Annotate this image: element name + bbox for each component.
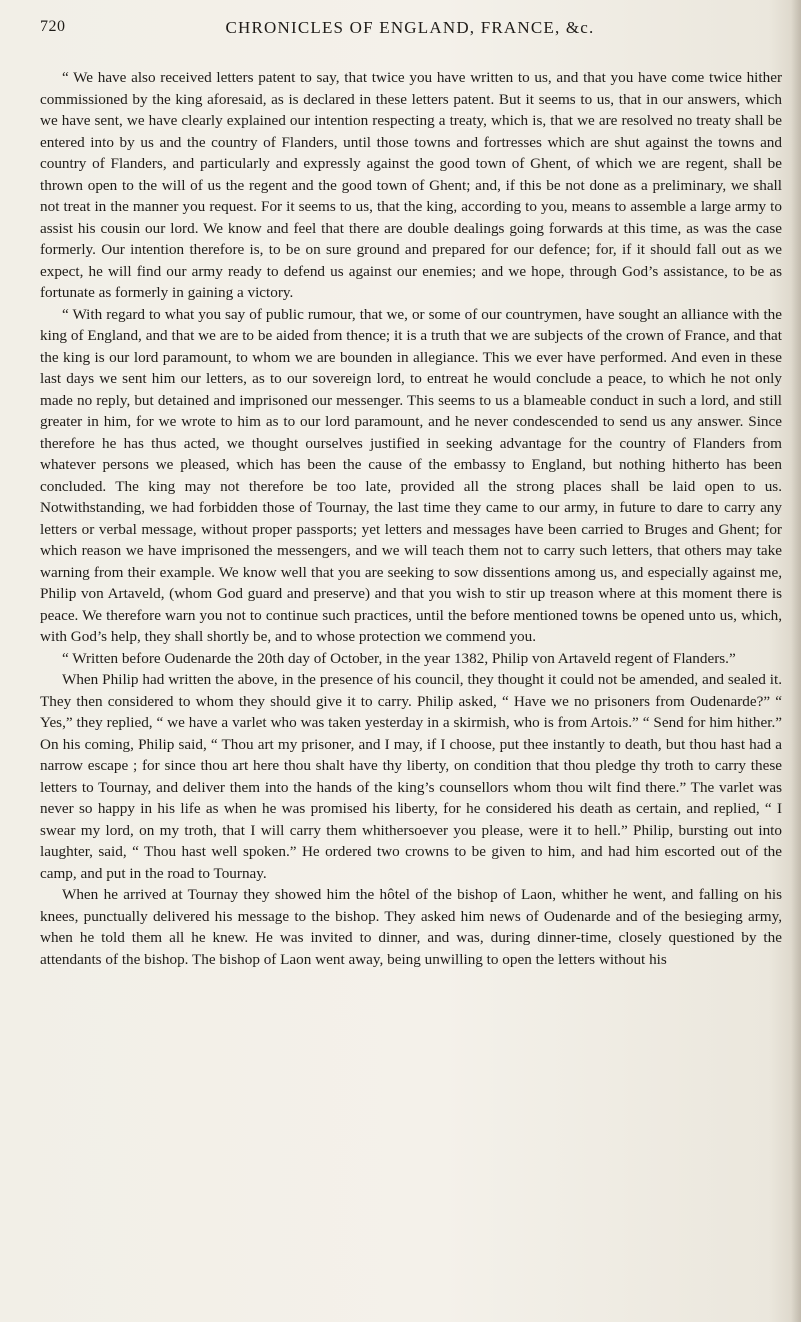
page-header bbox=[40, 18, 780, 44]
page-edge-shadow bbox=[791, 0, 801, 1322]
running-title: CHRONICLES OF ENGLAND, FRANCE, &c. bbox=[225, 18, 595, 37]
paragraph: When Philip had written the above, in the presence of his council, they thought it could not be amended, and sealed it. They then considered to whom they should give it to carry. Philip asked, “ Have we no prisoners from Oudenarde?” “ Yes,” they replied, “ we have a varlet who was taken yesterday in a skirmish, who is from Artois.” “ Send for him hither.” On his coming, Philip said, “ Thou art my prisoner, and I may, if I choose, put thee instantly to death, but thou hast had a narrow escape ; for since thou art here thou shalt have thy liberty, on condition that thou pledge thy troth to carry these letters to Tournay, and deliver them into the hands of the king’s counsellors whom thou wilt find there.” The varlet was never so happy in his life as when he was promised his liberty, for he considered his death as certain, and replied, “ I swear my lord, on my troth, that I will carry them whithersoever you please, were it to hell.” Philip, bursting out into laughter, said, “ Thou hast well spoken.” He ordered two crowns to be given to him, and had him escorted out of the camp, and put in the road to Tournay. bbox=[40, 671, 782, 882]
body-text bbox=[40, 67, 782, 970]
page-number: 720 bbox=[40, 18, 66, 35]
paragraph: “ Written before Oudenarde the 20th day of October, in the year 1382, Philip von Artaveld regent of Flanders.” bbox=[62, 649, 736, 667]
paragraph: “ With regard to what you say of public rumour, that we, or some of our countrymen, have sought an alliance with the king of England, and that we are to be aided from thence; it is a truth that we are subjects of the crown of France, and that the king is our lord paramount, to whom we are bounden in allegiance. This we ever have performed. And even in these last days we sent him our letters, as to our sovereign lord, to entreat he would conclude a peace, to which he not only made no reply, but detained and imprisoned our messenger. This seems to us a blameable conduct in such a lord, and still greater in him, for we wrote to him as to our lord paramount, and he never condescended to send us any answer. Since therefore he has thus acted, we thought ourselves justified in seeking advantage for the country of Flanders from whatever persons we pleased, which has been the cause of the embassy to England, but nothing hitherto has been concluded. The king may not therefore be too late, provided all the strong places shall be laid open to us. Notwithstanding, we had forbidden those of Tournay, the last time they came to our army, in future to dare to carry any letters or verbal message, without proper passports; yet letters and messages have been carried to Bruges and Ghent; for which reason we have imprisoned the messengers, and we will teach them not to carry such letters, that others may take warning from their example. We know well that you are seeking to sow dissentions among us, and especially against me, Philip von Artaveld, (whom God guard and preserve) and that you wish to stir up treason where at this moment there is peace. We therefore warn you not to continue such practices, until the before mentioned towns be opened unto us, which, with God’s help, they shall shortly be, and to whose protection we commend you. bbox=[40, 305, 782, 645]
paragraph: “ We have also received letters patent to say, that twice you have written to us, and that you have come twice hither commissioned by the king aforesaid, as is declared in these letters patent. But it seems to us, that in our answers, which we have sent, we have clearly explained our intention respecting a treaty, which is, that we are resolved no treaty shall be entered into by us and the country of Flanders, until those towns and fortresses which are shut against the towns and country of Flanders, and particularly and expressly against the good town of Ghent, of which we are regent, shall be thrown open to the will of us the regent and the good town of Ghent; and, if this be not done as a preliminary, we shall not treat in the manner you request. For it seems to us, that the king, according to you, means to assemble a large army to assist his cousin our lord. We know and feel that there are double dealings going forwards at this time, as was the case formerly. Our intention therefore is, to be on sure ground and prepared for our defence; for, if it should fall out as we expect, he will find our army ready to defend us against our enemies; and we hope, through God’s assistance, to be as fortunate as formerly in gaining a victory. bbox=[40, 69, 782, 301]
paragraph: When he arrived at Tournay they showed him the hôtel of the bishop of Laon, whither he went, and falling on his knees, punctually delivered his message to the bishop. They asked him news of Oudenarde and of the besieging army, when he told them all he knew. He was invited to dinner, and was, during dinner-time, closely questioned by the attendants of the bishop. The bishop of Laon went away, being unwilling to open the letters without his bbox=[40, 886, 782, 968]
